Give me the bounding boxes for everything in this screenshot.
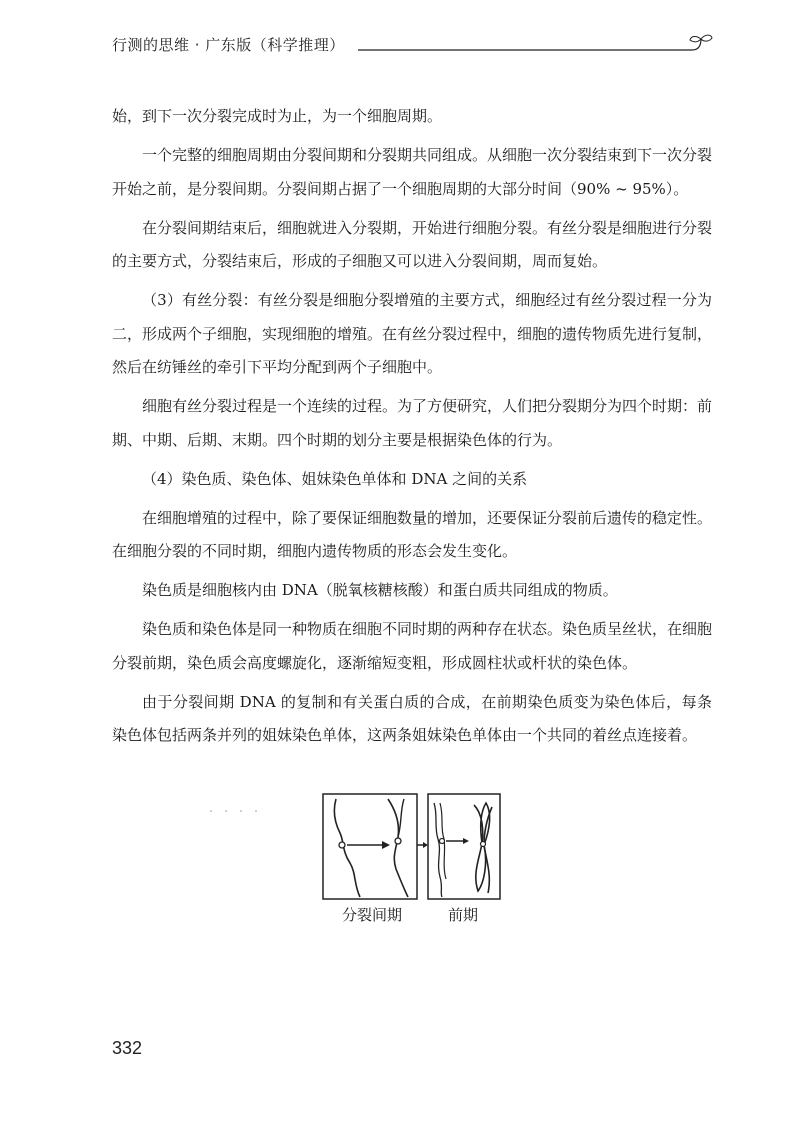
paragraph-10: 由于分裂间期 DNA 的复制和有关蛋白质的合成，在前期染色质变为染色体后，每条染色体包括两条并列的姐妹染色单体，这两条姐妹染色单体由一个共同的着丝点连接着。 <box>112 692 712 744</box>
paragraph-6: （4）染色质、染色体、姐妹染色单体和 DNA 之间的关系 <box>142 469 528 488</box>
page-number: 332 <box>112 1038 143 1058</box>
body-text <box>112 100 712 758</box>
paragraph-9: 染色质和染色体是同一种物质在细胞不同时期的两种存在状态。染色质呈丝状，在细胞分裂前期，染色质会高度螺旋化，逐渐缩短变粗，形成圆柱状或杆状的染色体。 <box>112 620 713 672</box>
paragraph-7: 在细胞增殖的过程中，除了要保证细胞数量的增加，还要保证分裂前后遗传的稳定性。在细胞分裂的不同时期，细胞内遗传物质的形态会发生变化。 <box>112 508 713 560</box>
header-rule-with-sprout-icon <box>358 34 714 64</box>
chromosome-diagram <box>322 793 502 901</box>
paragraph-3: 在分裂间期结束后，细胞就进入分裂期，开始进行细胞分裂。有丝分裂是细胞进行分裂的主要方式，分裂结束后，形成的子细胞又可以进入分裂间期，周而复始。 <box>112 218 713 270</box>
paragraph-2: 一个完整的细胞周期由分裂间期和分裂期共同组成。从细胞一次分裂结束到下一次分裂开始之前，是分裂间期。分裂间期占据了一个细胞周期的大部分时间（90% ~ 95%）。 <box>112 146 713 198</box>
paragraph-5: 细胞有丝分裂过程是一个连续的过程。为了方便研究，人们把分裂期分为四个时期：前期、中期、后期、末期。四个时期的划分主要是根据染色体的行为。 <box>112 397 713 449</box>
header-title: 行测的思维 · 广东版（科学推理） <box>112 36 345 54</box>
paragraph-1: 始，到下一次分裂完成时为止，为一个细胞周期。 <box>112 107 443 125</box>
paragraph-4: （3）有丝分裂：有丝分裂是细胞分裂增殖的主要方式，细胞经过有丝分裂过程一分为二，形成两个子细胞，实现细胞的增殖。在有丝分裂过程中，细胞的遗传物质先进行复制，然后在纺锤丝的牵引下平均分配到两个子细胞中。 <box>112 291 713 376</box>
arrow-icon <box>382 841 390 849</box>
paragraph-8: 染色质是细胞核内由 DNA（脱氧核糖核酸）和蛋白质共同组成的物质。 <box>142 581 618 599</box>
scan-specks <box>208 808 268 814</box>
figure-caption-interphase: 分裂间期 <box>342 906 403 924</box>
interphase-panel <box>323 794 417 899</box>
prophase-panel <box>428 794 500 899</box>
running-header <box>112 34 712 64</box>
figure-caption-prophase: 前期 <box>448 906 479 924</box>
arrow-icon <box>463 838 469 844</box>
